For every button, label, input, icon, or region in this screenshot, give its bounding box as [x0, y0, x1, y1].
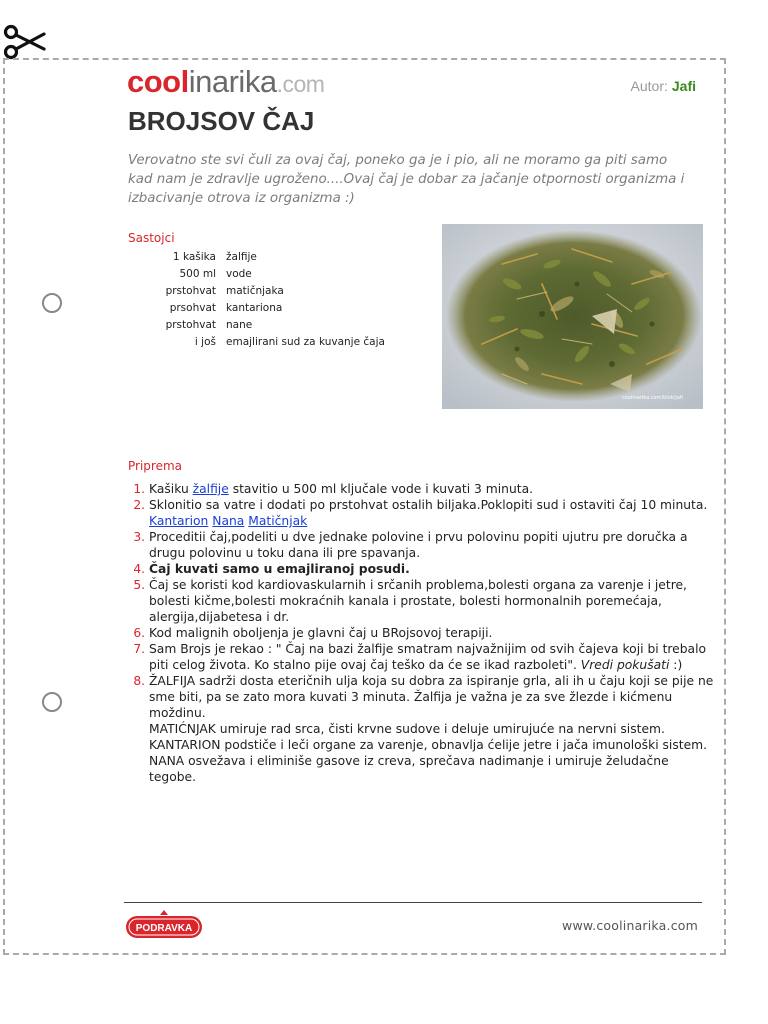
- scissors-icon: [2, 22, 46, 62]
- photo-caption: coolinarika.com/blok/jafi: [622, 395, 683, 401]
- link-maticnjak[interactable]: Matičnjak: [248, 514, 308, 528]
- step-item: [149, 577, 719, 625]
- step-text: Kašiku: [149, 482, 193, 496]
- ingredient-row: [128, 302, 385, 319]
- link-kantarion[interactable]: Kantarion: [149, 514, 209, 528]
- step-item: [149, 529, 719, 561]
- ingredient-qty: prstohvat: [165, 319, 216, 331]
- punch-hole-icon: [42, 293, 62, 313]
- step-paragraph: KANTARION podstiče i leči organe za varenje, obnavlja ćelije jetre i jača imunološki sistem.: [149, 738, 708, 752]
- ingredient-row: [128, 319, 385, 336]
- podravka-logo-icon[interactable]: [124, 908, 204, 942]
- recipe-photo: [442, 224, 703, 409]
- author-label: Autor:: [630, 78, 668, 94]
- ingredient-item: kantariona: [226, 302, 283, 314]
- ingredient-qty: i još: [194, 336, 216, 348]
- ingredient-item: emajlirani sud za kuvanje čaja: [226, 336, 385, 348]
- step-text: stavitio u 500 ml ključale vode i kuvati 3 minuta.: [228, 482, 534, 496]
- step-paragraph: NANA osvežava i eliminiše gasove iz creva, sprečava nadimanje i umiruje želudačne tegobe.: [149, 754, 669, 784]
- step-item: [149, 625, 719, 641]
- ingredient-qty: 1 kašika: [172, 251, 216, 263]
- ingredient-row: [128, 268, 385, 285]
- step-text-emphasis: Vredi pokušati: [580, 658, 670, 672]
- ingredient-qty: prsohvat: [169, 302, 216, 314]
- logo-part-com: .com: [276, 71, 325, 97]
- ingredient-row: [128, 336, 385, 353]
- step-text: Sklonitio sa vatre i dodati po prstohvat ostalih biljaka.Poklopiti sud i ostaviti čaj 10 minuta.: [149, 498, 708, 512]
- preparation-heading: Priprema: [128, 459, 183, 473]
- punch-hole-icon: [42, 692, 62, 712]
- ingredient-qty: prstohvat: [165, 285, 216, 297]
- ingredient-qty: 500 ml: [179, 268, 216, 280]
- ingredient-item: žalfije: [226, 251, 257, 263]
- podravka-logo-text: PODRAVKA: [135, 923, 193, 934]
- site-url[interactable]: www.coolinarika.com: [562, 918, 698, 933]
- ingredients-heading: Sastojci: [128, 231, 175, 245]
- step-text: Sam Brojs je rekao : " Čaj na bazi žalfije smatram najvažnijim od svih čajeva koji bi trebalo piti celog života. Ko stalno pije ovaj čaj teško da će se ikad razboleti".: [149, 642, 707, 672]
- link-nana[interactable]: Nana: [212, 514, 245, 528]
- ingredient-item: nane: [226, 319, 253, 331]
- step-paragraph: MATIĆNJAK umiruje rad srca, čisti krvne sudove i deluje umirujuće na nervni sistem.: [149, 722, 665, 736]
- recipe-title: BROJSOV ČAJ: [128, 106, 315, 136]
- ingredient-item: matičnjaka: [226, 285, 284, 297]
- ingredient-row: [128, 251, 385, 268]
- ingredient-row: [128, 285, 385, 302]
- ingredient-item: vode: [226, 268, 252, 280]
- step-item: [149, 673, 719, 785]
- step-text: Čaj se koristi kod kardiovaskularnih i srčanih problema,bolesti organa za varenje i jetre, bolesti kičme,bolesti mokraćnih kanala i prostate, bolesti hormonalnih poremećaja, alergija,dijabetesa i dr.: [149, 578, 687, 624]
- step-item: [149, 481, 719, 497]
- step-item: [149, 641, 719, 673]
- preparation-steps: [128, 481, 719, 785]
- step-item: [149, 497, 719, 529]
- step-text: :): [669, 658, 683, 672]
- step-item: [149, 561, 719, 577]
- author-name[interactable]: Jafi: [671, 78, 696, 94]
- step-paragraph: 8. ŽALFIJA sadrži dosta eteričnih ulja koja su dobra za ispiranje grla, ali ih u čaju koji se pije ne sme biti, pa se zato mora kuvati 3 minuta. Žalfija je važna je za sve žlezde i kićmenu moždinu.: [149, 674, 714, 720]
- author-info: [631, 78, 696, 94]
- recipe-intro: Verovatno ste svi čuli za ovaj čaj, poneko ga je i pio, ali ne moramo ga piti samo kad nam je zdravlje ugroženo....Ovaj čaj je dobar za jačanje otpornosti organizma i izbacivanje otrova iz organizma :): [128, 153, 685, 206]
- step-text: Proceditii čaj,podeliti u dve jednake polovine i prvu polovinu popiti ujutru pre doručka a drugu polovinu u toku dana ili pre spavanja.: [149, 530, 688, 560]
- step-text: Čaj kuvati samo u emajliranoj posudi.: [149, 562, 410, 576]
- logo-part-inarika: inarika: [188, 64, 277, 99]
- herbal-tea-photo: [442, 224, 703, 409]
- link-zalfije[interactable]: žalfije: [192, 482, 229, 496]
- ingredients-table: [128, 251, 385, 353]
- coolinarika-logo[interactable]: [127, 64, 324, 100]
- footer-divider: [124, 902, 702, 903]
- logo-part-cool: cool: [127, 64, 189, 99]
- step-text: Kod malignih oboljenja je glavni čaj u BRojsovoj terapiji.: [149, 626, 493, 640]
